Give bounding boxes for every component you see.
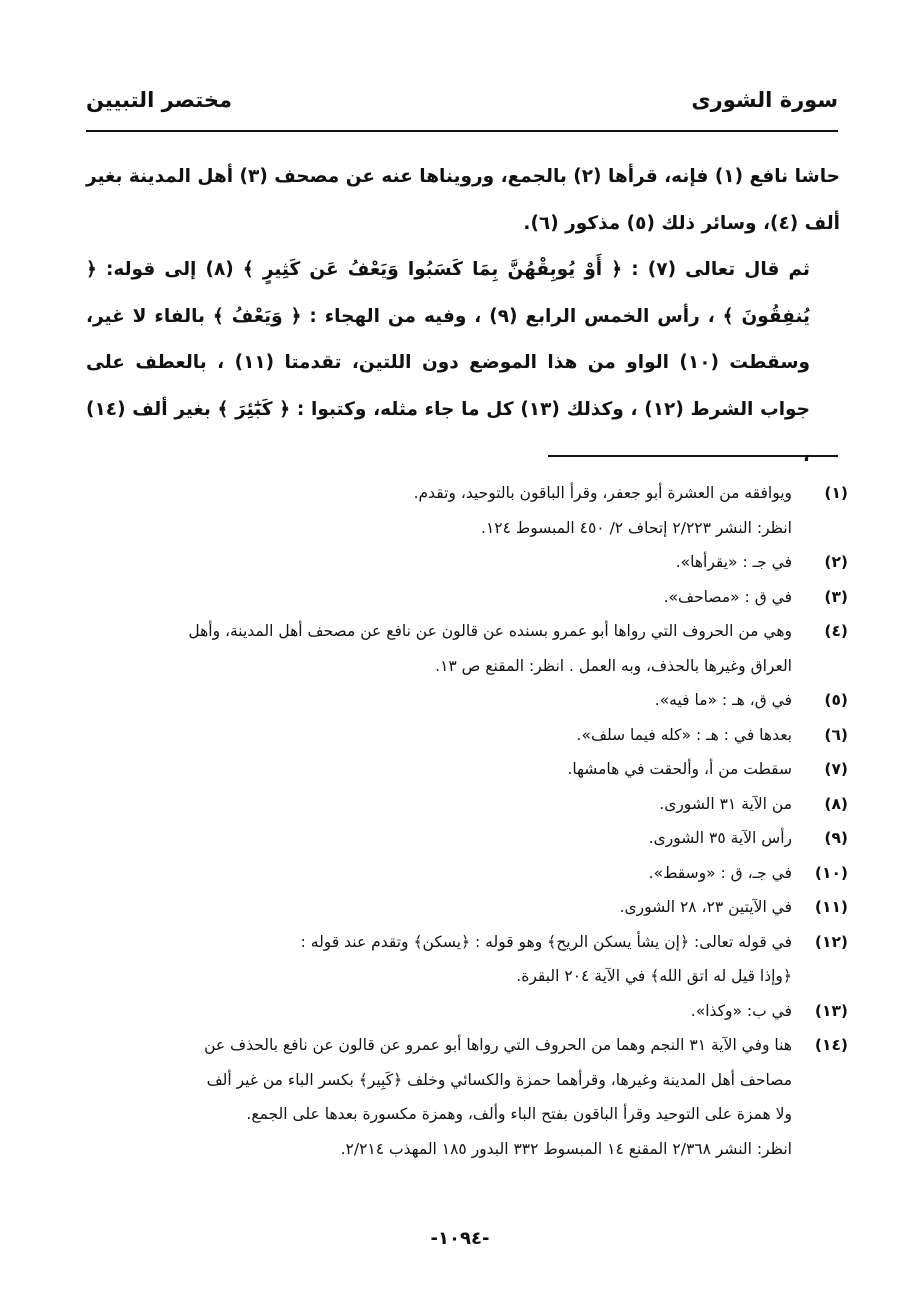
- footnote-line: رأس الآية ٣٥ الشورى.: [648, 829, 792, 847]
- footnote-number: (١٠): [814, 863, 848, 882]
- footnote-line: في ق : «مصاحف».: [663, 587, 792, 606]
- footnote: [100, 1028, 848, 1166]
- footnote-line: في ق، هـ : «ما فيه».: [654, 691, 792, 709]
- footnote: [100, 821, 848, 856]
- footnote-number: (١): [824, 484, 848, 502]
- main-paragraph-2: ثم قال تعالى (٧) : ﴿ أَوْ يُوبِقْهُنَّ بِمَا كَسَبُوا وَيَعْفُ عَن كَثِيرٍ ﴾ (٨) إلى قوله: ﴿ يُنفِقُونَ ﴾ ، رأس الخمس الرابع (٩) ، وفيه من الهجاء : ﴿ وَيَعْفُ ﴾ بالفاء لا غير، وسقطت (١٠) الواو من هذا الموضع دون اللتين، تقدمتا (١١) ، بالعطف على جواب الشرط (١٢) ، وكذلك (١٣) كل ما جاء مثله، وكتبوا : ﴿ كَبَٰٓئِرَ ﴾ بغير ألف (١٤) ،: [86, 259, 811, 466]
- footnote-line: ويوافقه من العشرة أبو جعفر، وقرأ الباقون بالتوحيد، وتقدم.: [413, 484, 792, 502]
- footnote-line: في جـ، ق : «وسقط».: [648, 863, 792, 882]
- footnote-line: ﴿وإذا قيل له اتق الله﴾ في الآية ٢٠٤ البقرة.: [516, 967, 792, 985]
- footnote-number: (٦): [824, 725, 848, 744]
- footnote-line: في جـ : «يقرأها».: [675, 553, 792, 571]
- footnote-number: (٢): [824, 553, 848, 571]
- footnote: [100, 614, 848, 683]
- footnote: [100, 994, 848, 1029]
- footnote-line: في قوله تعالى: ﴿إن يشأ يسكن الريح﴾ وهو قوله : ﴿يسكن﴾ وتقدم عند قوله :: [300, 932, 792, 951]
- footnote-number: (١٣): [814, 1001, 848, 1020]
- footnote: [100, 683, 848, 718]
- page-number: -١٠٩٤-: [430, 1228, 490, 1249]
- footnote: [100, 925, 848, 994]
- footnote: [100, 752, 848, 787]
- footnote-line: مصاحف أهل المدينة وغيرها، وقرأهما حمزة والكسائي وخلف ﴿كَبِير﴾ بكسر الباء من غير ألف: [206, 1070, 792, 1089]
- footnotes: [100, 476, 848, 1166]
- footnote: [100, 718, 848, 753]
- footnote: [100, 787, 848, 822]
- footnote: [100, 476, 848, 545]
- footnote-number: (٤): [824, 622, 848, 640]
- footnote-number: (٣): [824, 587, 848, 606]
- surah-title: سورة الشورى: [691, 88, 838, 112]
- footnote-line: انظر: النشر ٢/٣٦٨ المقنع ١٤ المبسوط ٣٣٢ البدور ١٨٥ المهذب ٢/٢١٤.: [340, 1139, 792, 1158]
- main-paragraph-1: حاشا نافع (١) فإنه، قرأها (٢) بالجمع، ورويناها عنه عن مصحف (٣) أهل المدينة بغير ألف (٤)، وسائر ذلك (٥) مذكور (٦).: [86, 166, 840, 234]
- page-header: [86, 82, 838, 132]
- footnote: [100, 856, 848, 891]
- book-title: مختصر التبيين: [86, 88, 233, 112]
- footnote-line: وهي من الحروف التي رواها أبو عمرو بسنده عن قالون عن نافع عن مصحف أهل المدينة، وأهل: [188, 622, 792, 640]
- footnote-line: بعدها في : هـ : «كله فيما سلف».: [576, 725, 792, 744]
- footnote-line: ولا همزة على التوحيد وقرأ الباقون بفتح الباء وألف، وهمزة مكسورة بعدها على الجمع.: [246, 1105, 792, 1123]
- main-text: [86, 154, 840, 480]
- footnote: [100, 580, 848, 615]
- footnote-line: في ب: «وكذا».: [690, 1001, 792, 1020]
- footnote: [100, 545, 848, 580]
- footnote-number: (٩): [824, 829, 848, 847]
- footnote-separator: [548, 455, 838, 457]
- footnote-line: هنا وفي الآية ٣١ النجم وهما من الحروف التي رواها أبو عمرو عن قالون عن نافع بالحذف عن: [204, 1036, 792, 1054]
- footnote-line: العراق وغيرها بالحذف، وبه العمل . انظر: المقنع ص ١٣.: [435, 656, 792, 675]
- footnote-number: (١٤): [814, 1036, 848, 1054]
- footnote-number: (٧): [824, 760, 848, 778]
- footnote: [100, 890, 848, 925]
- footnote-line: من الآية ٣١ الشورى.: [659, 794, 792, 813]
- footnote-line: في الآيتين ٢٣، ٢٨ الشورى.: [619, 898, 792, 916]
- footnote-number: (٨): [824, 794, 848, 813]
- footnote-line: انظر: النشر ٢/٢٢٣ إتحاف ٢/ ٤٥٠ المبسوط ١٢٤.: [481, 518, 792, 537]
- footnote-number: (١٢): [814, 932, 848, 951]
- footnote-line: سقطت من أ، وألحقت في هامشها.: [567, 760, 792, 778]
- footnote-number: (٥): [824, 691, 848, 709]
- footnote-number: (١١): [814, 898, 848, 916]
